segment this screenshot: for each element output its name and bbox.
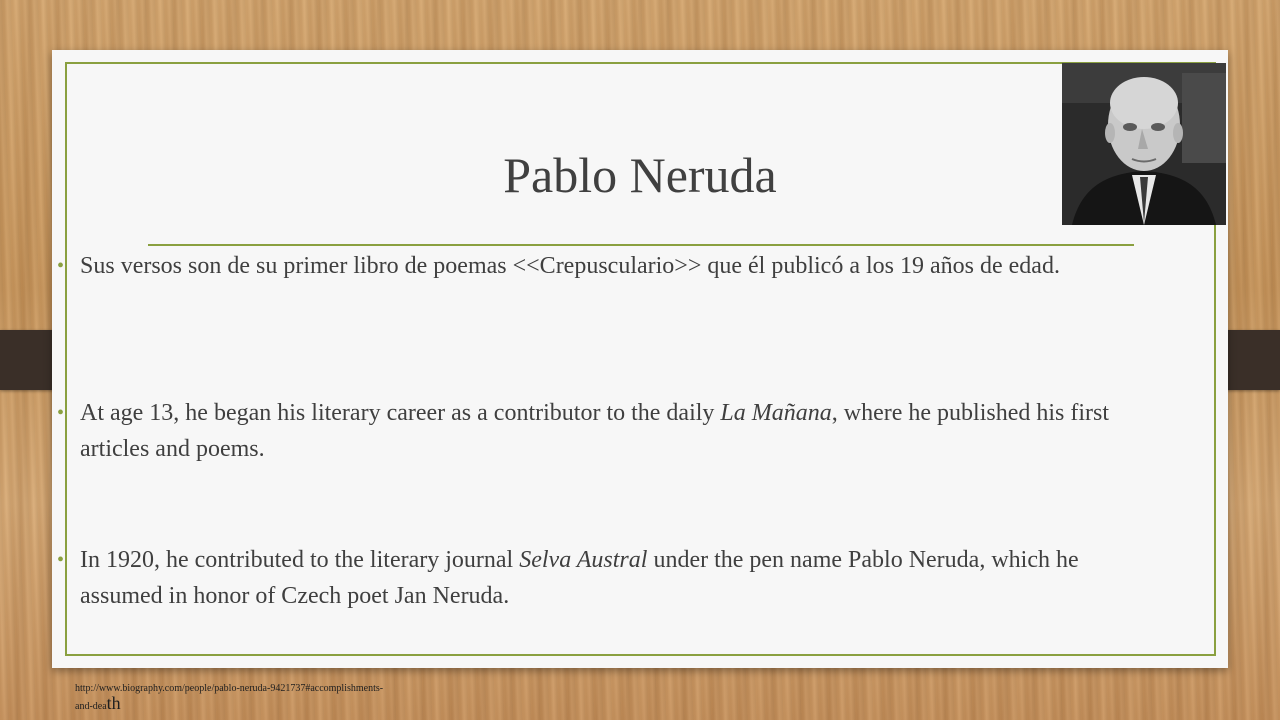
bullet-item-crepusculario [57, 248, 1140, 284]
bullet-text: In 1920, he contributed to the literary journal [80, 547, 520, 573]
bullet-text: Sus versos son de su primer libro de poemas <<Crepusculario>> que él publicó a los 19 años de edad. [80, 253, 1060, 279]
bullet-italic-text: Selva Austral [519, 547, 648, 573]
bullet-text-after: , where he published his first articles and poems. [80, 400, 1110, 462]
bullet-item-la-manana [57, 395, 1140, 467]
source-link[interactable] [75, 682, 635, 714]
bullet-text: At age 13, he began his literary career as a contributor to the daily [80, 400, 721, 426]
source-url-line2-large[interactable]: th [106, 693, 121, 713]
source-url-line1[interactable]: http://www.biography.com/people/pablo-neruda-9421737#accomplishments- [75, 683, 384, 694]
title-underline [148, 244, 1134, 246]
bullet-dot-icon: • [57, 255, 65, 277]
source-url-line2[interactable]: and-dea [75, 701, 107, 712]
slide-title: Pablo Neruda [503, 147, 777, 203]
bullet-dot-icon: • [57, 402, 65, 424]
bullet-item-selva-austral [57, 542, 1140, 614]
bullet-italic-text: La Mañana [720, 400, 832, 426]
bullet-text-after: under the pen name Pablo Neruda, which he assumed in honor of Czech poet Jan Neruda. [80, 547, 1079, 609]
bullet-dot-icon: • [57, 549, 65, 571]
